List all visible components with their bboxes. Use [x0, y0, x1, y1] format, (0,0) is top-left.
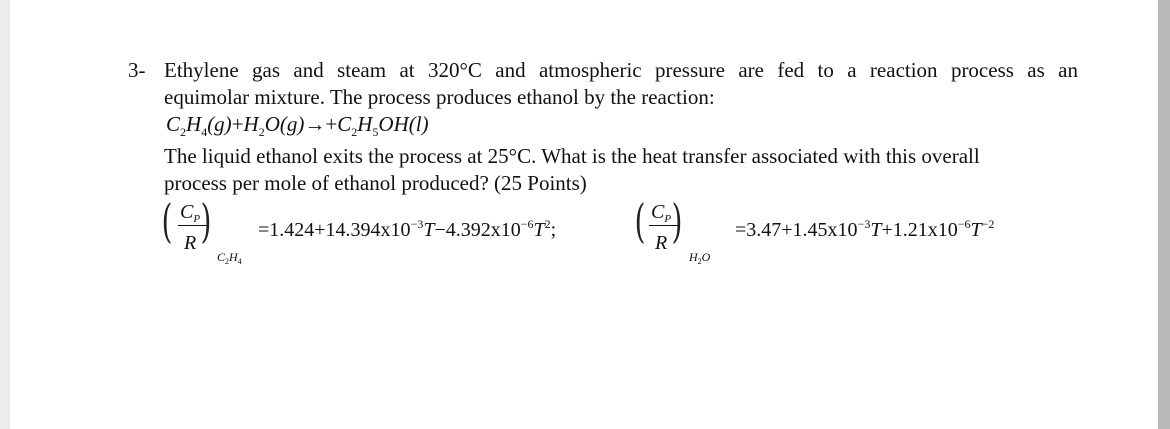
question-line-2: equimolar mixture. The process produces ethanol by the reaction:	[164, 85, 715, 109]
question-line-5: process per mole of ethanol produced? (25 Points)	[164, 171, 587, 195]
reaction-equation: $C_2H_4(g)+H_2O(g)\to+C_2H_5OH(l)$	[166, 112, 429, 139]
question-line-1: Ethylene gas and steam at 320°C and atmospheric pressure are fed to a reaction process as an	[164, 58, 1078, 82]
scrollbar[interactable]	[1158, 0, 1170, 429]
question-line-4: The liquid ethanol exits the process at 25°C. What is the heat transfer associated with this overall	[164, 144, 980, 168]
question-number: 3-	[128, 58, 146, 82]
cp-water-equation: $=3.47+1.45x10^{-3}T+1.21x10^{-6}T^{-2}$	[735, 217, 995, 241]
left-margin	[0, 0, 10, 429]
cp-ethylene-equation: $=1.424+14.394x10^{-3}T-4.392x10^{-6}T^2$;	[258, 217, 557, 241]
